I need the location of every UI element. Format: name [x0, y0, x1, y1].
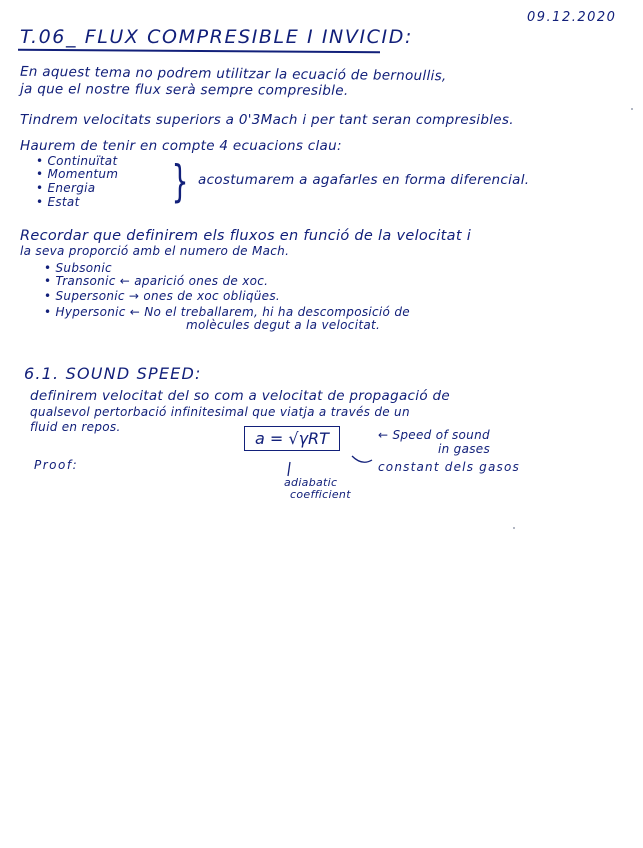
definition-line-1: definirem velocitat del so com a velocitat de propagació de — [30, 388, 450, 404]
proof-label: Proof: — [34, 458, 79, 472]
adiabatic-pointer — [288, 462, 290, 476]
velocities-line: Tindrem velocitats superiors a 0'3Mach i per tant seran compresibles. — [20, 112, 514, 128]
regime-item: • Supersonic → ones de xoc obliqües. — [44, 289, 281, 303]
brace-note: acostumarem a agafarles en forma diferencial. — [198, 172, 530, 188]
equation-item: • Momentum — [36, 167, 119, 181]
recall-line-1: Recordar que definirem els fluxos en funció de la velocitat i — [20, 228, 472, 244]
gas-constant-pointer — [352, 456, 372, 462]
ink-dot — [631, 108, 633, 110]
equation-item: • Continuïtat — [36, 154, 118, 168]
regime-item-continuation: molècules degut a la velocitat. — [186, 318, 381, 332]
regime-item: • Subsonic — [44, 261, 112, 275]
ink-dot — [513, 527, 515, 529]
adiabatic-label: adiabatic — [284, 476, 338, 489]
curly-brace: } — [171, 156, 189, 207]
recall-line-2: la seva proporció amb el numero de Mach. — [20, 244, 290, 258]
speed-of-sound-label: ← Speed of sound — [378, 428, 490, 442]
in-gases-label: in gases — [438, 442, 491, 456]
definition-line-3: fluid en repos. — [30, 420, 121, 434]
regime-item: • Hypersonic ← No el treballarem, hi ha descomposició de — [44, 305, 410, 319]
equation-item: • Estat — [36, 195, 80, 209]
sound-speed-formula: a = √γRT — [244, 426, 340, 451]
coefficient-label: coefficient — [290, 488, 351, 501]
definition-line-2: qualsevol pertorbació infinitesimal que viatja a través de un — [30, 405, 410, 419]
date: 09.12.2020 — [527, 10, 617, 25]
equation-item: • Energia — [36, 181, 96, 195]
section-title: 6.1. SOUND SPEED: — [24, 364, 202, 383]
intro-line-1: En aquest tema no podrem utilitzar la ecuació de bernoullis, — [19, 63, 447, 85]
gas-constant-label: constant dels gasos — [378, 460, 520, 474]
equations-intro: Haurem de tenir en compte 4 ecuacions clau: — [20, 138, 342, 154]
intro-line-2: ja que el nostre flux serà sempre compresible. — [19, 81, 349, 99]
regime-item: • Transonic ← aparició ones de xoc. — [44, 274, 269, 288]
page-title: T.06_ FLUX COMPRESIBLE I INVICID: — [20, 26, 413, 48]
